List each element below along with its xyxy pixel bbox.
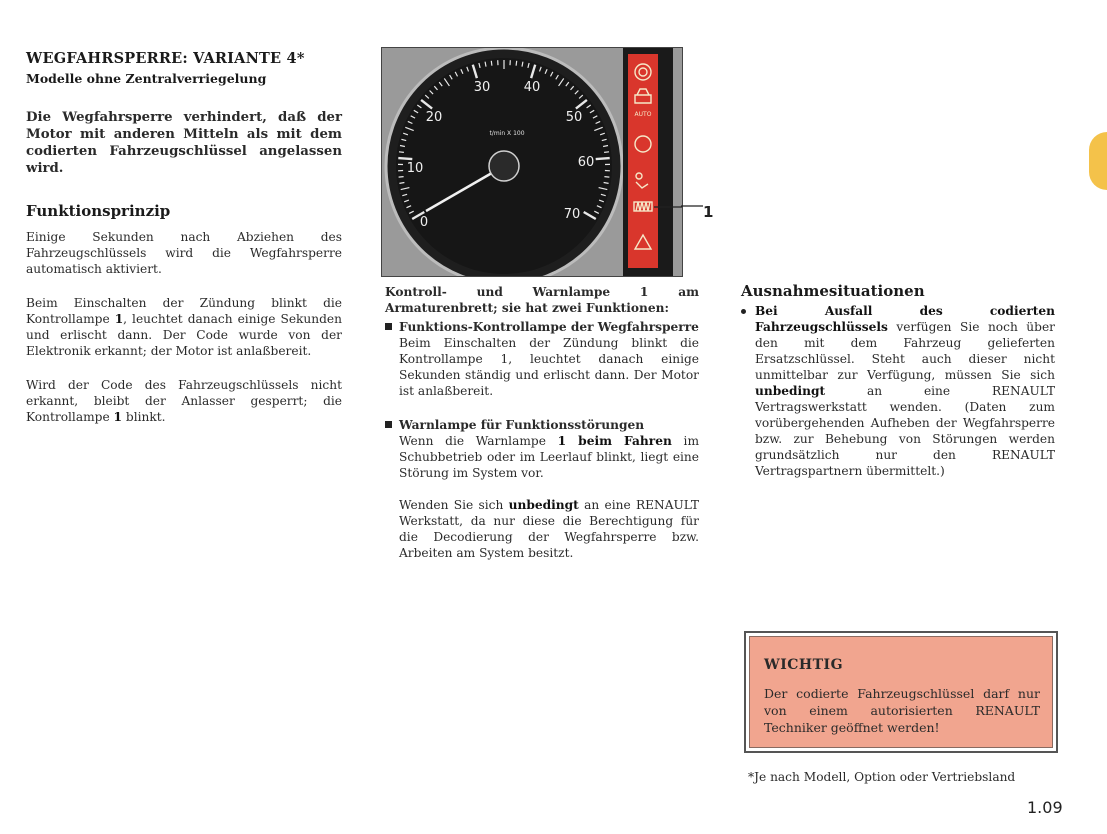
square-bullet-icon [385, 323, 392, 330]
instrument-panel-illustration [382, 48, 682, 276]
gauge-unit-label: t/min X 100 [489, 130, 525, 137]
gauge-label-70: 70 [563, 207, 581, 222]
paragraph-contact-workshop: Wenden Sie sich unbedingt an eine RENAULT Werkstatt, da nur diese die Berechtigung für die Decodierung der Wegfahrsperre bzw. Arbeiten am System besitzt. [399, 498, 699, 560]
bullet-title: Funktions-Kontrollampe der Wegfahrsperre [399, 320, 699, 334]
paragraph-ignition: Beim Einschalten der Zündung blinkt die Kontrollampe 1, leuchtet danach einige Sekunden und erlischt dann. Der Code wurde von der Elektronik erkannt; der Motor ist anlaßbereit. [26, 296, 342, 358]
bullet-warning-lamp [385, 417, 699, 561]
gauge-tick [399, 177, 404, 178]
gauge-tick [604, 177, 609, 178]
gauge-label-50: 50 [565, 110, 583, 125]
bullet-text: Beim Einschalten der Zündung blinkt die Kontrollampe 1, leuchtet danach einige Sekunden ständig und erlischt dann. Der Motor ist anlaßbereit. [399, 336, 699, 398]
gauge-tick [491, 61, 492, 66]
auto-label: AUTO [634, 111, 652, 118]
left-column [26, 51, 342, 425]
callout-number: 1 [703, 203, 714, 221]
gauge-tick [516, 61, 517, 66]
round-bullet-icon [741, 309, 746, 314]
section-title-funktionsprinzip: Funktionsprinzip [26, 202, 171, 220]
intro-paragraph: Die Wegfahrsperre verhindert, daß der Motor mit anderen Mitteln als mit dem codierten Fahrzeugschlüssel angelassen wird. [26, 110, 342, 176]
figure-caption: Kontroll- und Warnlampe 1 am Armaturenbrett; sie hat zwei Funktionen: [385, 285, 699, 315]
instrument-panel-figure [381, 47, 683, 277]
paragraph-code-not-recognized: Wird der Code des Fahrzeugschlüssels nicht erkannt, bleibt der Anlasser gesperrt; die Kontrollampe 1 blinkt. [26, 378, 342, 424]
middle-column [385, 284, 699, 561]
gauge-tick [398, 158, 412, 159]
page-number: 1.09 [1027, 798, 1063, 817]
gauge-label-30: 30 [473, 80, 491, 95]
gauge-tick [596, 158, 610, 159]
gauge-label-10: 10 [406, 161, 424, 176]
footnote: *Je nach Modell, Option oder Vertriebsland [748, 770, 1016, 784]
warning-title: WICHTIG [764, 657, 844, 673]
callout-line-extension [681, 205, 703, 209]
gauge-label-20: 20 [425, 110, 443, 125]
bullet-text: Bei Ausfall des codierten Fahrzeugschlüssels verfügen Sie noch über den mit dem Fahrzeug gelieferten Ersatzschlüssel. Steht auch dieser nicht unmittelbar zur Verfügung, müssen Sie sich unbedingt an eine RENAULT Vertragswerkstatt wenden. (Daten zum vorübergehenden Aufheben der Wegfahrsperre bzw. zur Behebung von Störungen werden grundsätzlich nur den RENAULT Vertragspartnern übermittelt.) [755, 304, 1055, 478]
bullet-function-lamp [385, 319, 699, 399]
gauge-tick [399, 152, 404, 153]
gauge-hub [489, 151, 519, 181]
bullet-key-failure [741, 303, 1055, 479]
paragraph-activation: Einige Sekunden nach Abziehen des Fahrzeugschlüssels wird die Wegfahrsperre automatisch aktiviert. [26, 230, 342, 276]
bullet-text: Wenn die Warnlampe 1 beim Fahren im Schubbetrieb oder im Leerlauf blinkt, liegt eine Störung im System vor. [399, 434, 700, 480]
page-title: WEGFAHRSPERRE: VARIANTE 4* [26, 50, 305, 67]
right-column [741, 283, 1055, 479]
gauge-tick [604, 152, 609, 153]
warning-text: Der codierte Fahrzeugschlüssel darf nur von einem autorisierten RENAULT Techniker geöffnet werden! [764, 686, 1040, 735]
bullet-title: Warnlampe für Funktionsstörungen [399, 418, 645, 432]
gauge-label-60: 60 [577, 155, 595, 170]
page-subtitle: Modelle ohne Zentralverriegelung [26, 71, 267, 86]
gauge-label-40: 40 [523, 80, 541, 95]
gauge-label-0: 0 [419, 215, 429, 230]
square-bullet-icon [385, 421, 392, 428]
section-title-ausnahmesituationen: Ausnahmesituationen [741, 282, 925, 300]
warning-box [744, 631, 1058, 753]
section-tab-marker [1089, 132, 1107, 190]
